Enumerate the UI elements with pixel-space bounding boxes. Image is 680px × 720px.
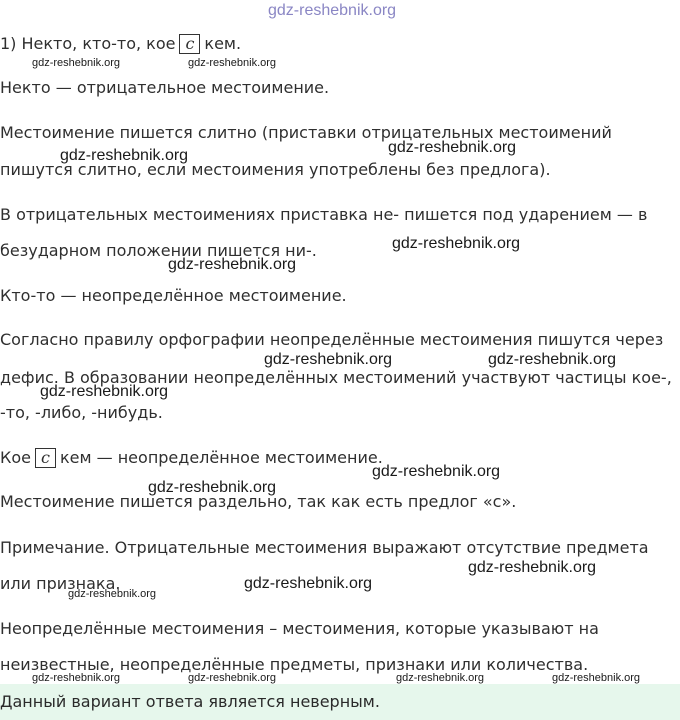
text-line-6: безударном положении пишется ни-. [0,241,317,260]
watermark: gdz-reshebnik.org [388,139,517,156]
text-line-2: Некто — отрицательное местоимение. [0,78,330,97]
answer-line-1-prefix: 1) Некто, кто-то, кое [0,34,176,53]
answer-line-11-boxed-letter: с [35,448,56,468]
text-line-9: дефис. В образовании неопределённых местоимений участвуют частицы кое-, [0,368,672,387]
result-message: Данный вариант ответа является неверным. [0,692,380,711]
result-banner [0,684,680,720]
watermark: gdz-reshebnik.org [188,672,277,684]
answer-line-11-suffix: кем — неопределённое местоимение. [59,448,383,467]
watermark: gdz-reshebnik.org [60,147,189,164]
answer-line-11 [0,448,383,468]
text-line-7: Кто-то — неопределённое местоимение. [0,286,347,305]
watermark: gdz-reshebnik.org [392,235,521,252]
answer-line-1-suffix: кем. [204,34,242,53]
watermark: gdz-reshebnik.org [264,351,393,368]
text-line-10: -то, -либо, -нибудь. [0,403,163,422]
watermark: gdz-reshebnik.org [188,57,277,69]
text-line-13: Примечание. Отрицательные местоимения выражают отсутствие предмета [0,538,649,557]
text-line-4: пишутся слитно, если местоимения употреблены без предлога). [0,160,551,179]
text-line-15: Неопределённые местоимения – местоимения, которые указывают на [0,619,599,638]
watermark: gdz-reshebnik.org [244,575,373,592]
watermark: gdz-reshebnik.org [468,559,597,576]
answer-line-11-prefix: Кое [0,448,31,467]
watermark: gdz-reshebnik.org [372,463,501,480]
watermark: gdz-reshebnik.org [68,588,157,600]
watermark: gdz-reshebnik.org [40,383,169,400]
watermark: gdz-reshebnik.org [552,672,641,684]
answer-line-1-boxed-letter: с [179,34,200,54]
text-line-12: Местоимение пишется раздельно, так как есть предлог «с». [0,492,517,511]
answer-line-1 [0,34,241,54]
watermark: gdz-reshebnik.org [488,351,617,368]
text-line-5: В отрицательных местоимениях приставка не- пишется под ударением — в [0,205,648,224]
watermark: gdz-reshebnik.org [32,672,121,684]
text-line-16: неизвестные, неопределённые предметы, признаки или количества. [0,655,589,674]
text-line-8: Согласно правилу орфографии неопределённые местоимения пишутся через [0,330,664,349]
watermark: gdz-reshebnik.org [396,672,485,684]
text-line-3: Местоимение пишется слитно (приставки отрицательных местоимений [0,123,612,142]
watermark: gdz-reshebnik.org [148,479,277,496]
watermark: gdz-reshebnik.org [32,57,121,69]
watermark: gdz-reshebnik.org [168,256,297,273]
watermark-top: gdz-reshebnik.org [268,2,397,19]
text-line-14: или признака. [0,574,121,593]
